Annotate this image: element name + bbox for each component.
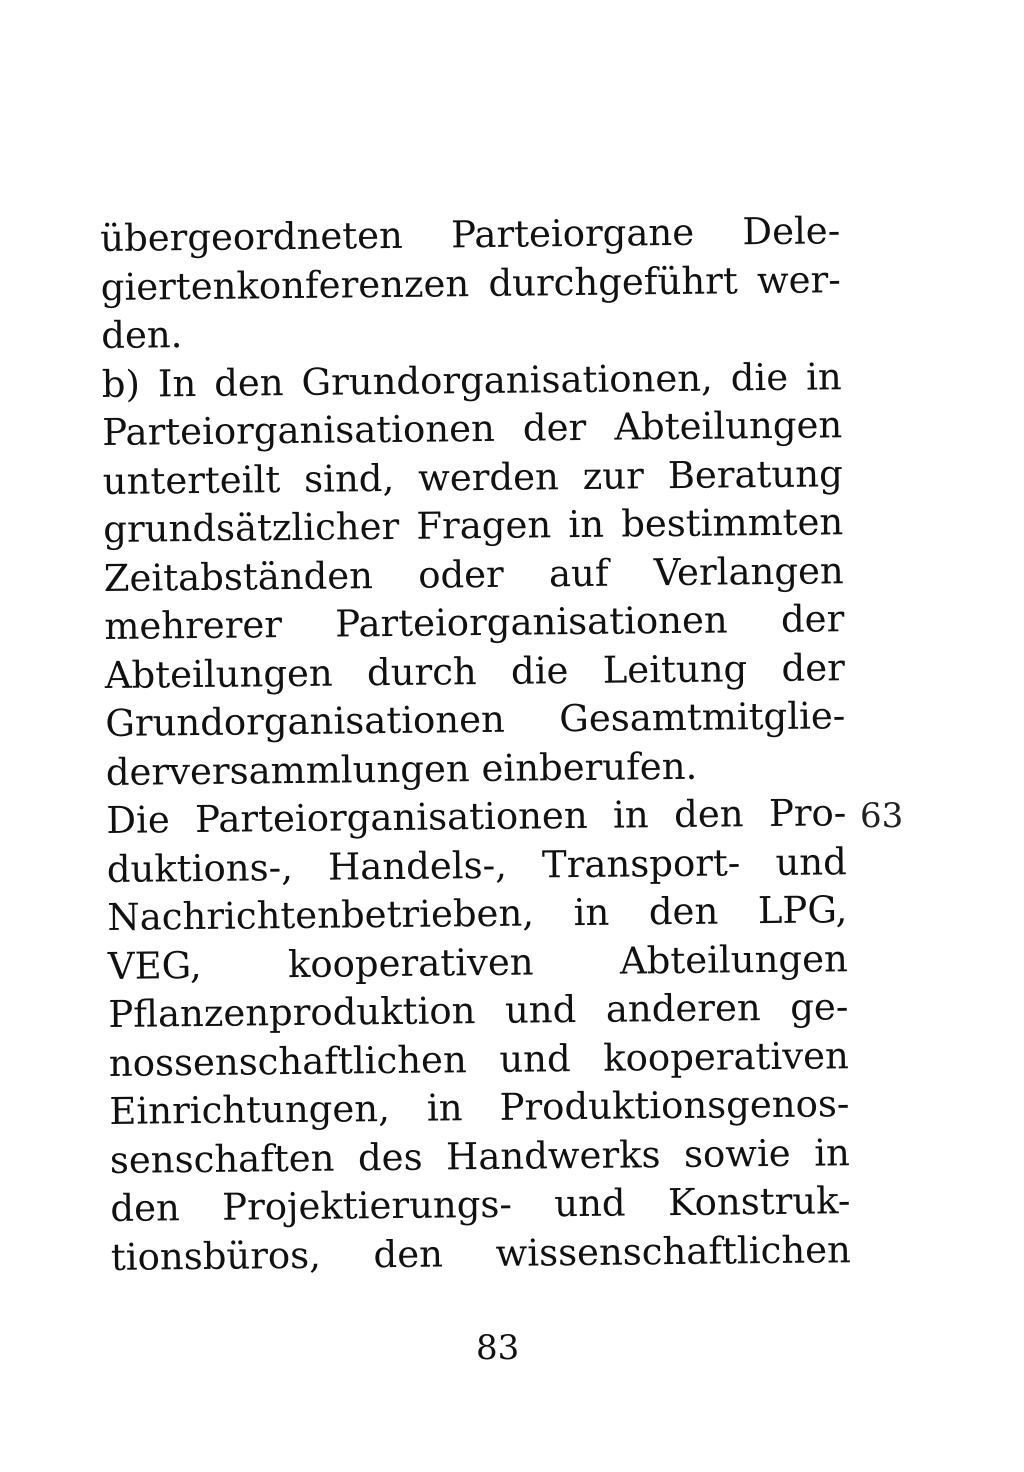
text-line: mehrerer Parteiorganisationen der [104, 597, 845, 648]
body-text [100, 207, 851, 1282]
text-line: VEG, kooperativen Abteilungen [107, 936, 849, 988]
text-line: unterteilt sind, werden zur Beratung [102, 451, 843, 503]
text-line: den. [101, 313, 183, 357]
text-line: derversammlungen einberufen. [105, 744, 698, 794]
text-line: Die Parteiorganisationen in den Pro- [106, 791, 847, 842]
text-line: Einrichtungen, in Produktionsgenos- [109, 1082, 850, 1133]
text-line: duktions-, Handels-, Transport- und [106, 839, 848, 891]
text-line: den Projektierungs- und Konstruk- [110, 1179, 851, 1230]
text-line: Zeitabständen oder auf Verlangen [103, 548, 844, 600]
text-line: tionsbüros, den wissenschaftlichen [110, 1227, 852, 1279]
text-line: giertenkonferenzen durchgeführt wer- [100, 257, 841, 309]
margin-page-reference: 63 [860, 796, 904, 836]
text-line: übergeordneten Parteiorgane Dele- [100, 209, 841, 260]
page-number: 83 [476, 1328, 520, 1368]
text-line: b) In den Grundorganisationen, die in [101, 354, 842, 406]
text-line: grundsätzlicher Fragen in bestimmten [103, 500, 844, 551]
text-line: Parteiorganisationen der Abteilungen [102, 403, 843, 454]
text-line: Nachrichtenbetrieben, in den LPG, [107, 888, 848, 939]
text-line: senschaften des Handwerks sowie in [109, 1130, 851, 1182]
text-line: nossenschaftlichen und kooperativen [108, 1033, 850, 1085]
text-line: Abteilungen durch die Leitung der [104, 645, 846, 697]
text-line: Pflanzenproduktion und anderen ge- [108, 985, 849, 1036]
text-line: Grundorganisationen Gesamtmitglie- [105, 694, 846, 745]
